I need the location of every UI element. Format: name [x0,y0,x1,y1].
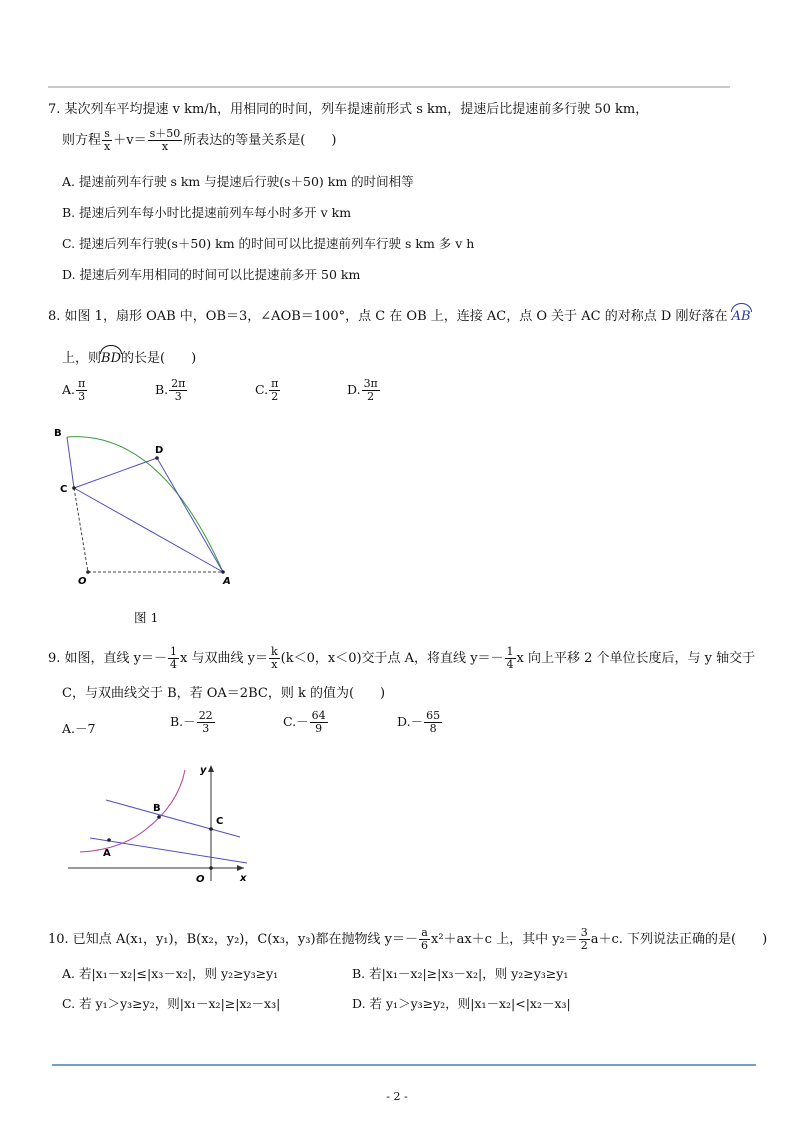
label-c: C [60,484,68,495]
q9-f2-den: x [271,658,278,671]
q8-figure [40,420,260,595]
q10-option-b: B. 若|x₁－x₂|≥|x₃－x₂|，则 y₂≥y₃≥y₁ [352,966,569,981]
top-rule [48,86,730,88]
q9-c-num: 64 [311,709,326,722]
q8-option-a-letter: A. [62,382,76,397]
q9-option-c-frac [310,710,328,735]
q8-line2-prefix: 上，则 [62,351,102,366]
q10-frac2 [579,927,590,952]
label-a: A [223,576,231,587]
q7-rhs-den: x [161,140,169,153]
label-x: x [240,873,247,884]
q9-option-b-letter: B. [170,714,184,729]
q10-option-c: C. 若 y₁＞y₃≥y₂，则|x₁－x₂|≥|x₂－x₃| [62,996,281,1011]
q9-option-a [62,719,95,737]
q10-f2-num: 3 [580,926,588,939]
q9-option-d [397,710,443,735]
q9-figure [60,755,260,885]
q9-f3-den: 4 [506,658,514,671]
label-c: C [216,816,224,827]
point-c [72,486,76,490]
q10-line1 [48,927,767,952]
q8-c-den: 2 [271,390,279,403]
q9-option-d-letter: D. [397,714,411,729]
label-d: D [155,445,164,456]
q7-option-c: C. 提速后列车行驶(s＋50) km 的时间可以比提速前列车行驶 s km 多 v h [62,236,475,251]
q9-option-d-sign: － [410,714,424,729]
q8-a-den: 3 [78,390,86,403]
q8-line1 [48,305,751,324]
q7-frac-num: s [102,128,112,141]
q8-option-d-frac [362,378,380,403]
q9-f1-num: 1 [170,645,178,658]
q9-option-a-letter: A. [62,721,76,736]
q10-option-a: A. 若|x₁－x₂|≤|x₃－x₂|，则 y₂≥y₃≥y₁ [62,966,279,981]
q7-rhs-num: s＋50 [149,127,181,140]
q9-d-den: 8 [429,722,437,735]
q8-figure-caption: 图 1 [134,610,159,625]
q9-option-c [283,710,329,735]
q9-line1-c: (k＜0，x＜0)交于点 A，将直线 y＝－ [280,651,504,666]
q8-option-c [255,378,281,403]
q7-fraction-s-x [102,128,112,153]
x-axis-arrow-icon [237,865,244,871]
q9-option-b-frac [197,710,215,735]
q8-option-d-letter: D. [347,382,361,397]
hyperbola-curve [80,770,185,852]
q8-option-b [155,378,188,403]
q9-line1-b: x 与双曲线 y＝ [180,651,268,666]
point-o [86,570,90,574]
q8-option-d [347,378,381,403]
q8-option-b-frac [169,378,187,403]
q7-line2-suffix: 所表达的等量关系是( ) [183,133,337,148]
q7-option-d: D. 提速后列车用相同的时间可以比提速前多开 50 km [62,267,361,282]
page-number: - 2 - [386,1090,408,1103]
q10-frac1 [419,927,430,952]
q8-option-a [62,378,88,403]
q9-f2-num: k [270,645,278,658]
q8-arc-bd: BD [101,351,121,366]
segment-co [74,488,88,572]
q10-line1-c: a＋c. 下列说法正确的是( ) [590,932,768,947]
q9-f1-den: 4 [170,658,178,671]
q8-option-a-frac [76,378,87,403]
q10-option-d: D. 若 y₁＞y₃≥y₂，则|x₁－x₂|<|x₂－x₃| [352,996,571,1011]
q9-frac1 [168,646,179,671]
q9-line1 [48,646,755,671]
label-a: A [103,848,111,859]
q9-option-d-frac [424,710,442,735]
q9-f3-num: 1 [506,645,514,658]
q9-option-c-sign: － [296,714,309,729]
q7-frac-den: x [104,140,111,153]
point-a [221,570,225,574]
q10-f1-num: a [419,927,430,940]
q8-line2 [62,347,196,366]
q7-line2-mid: ＋v＝ [113,133,147,148]
q9-line2: C，与双曲线交于 B，若 OA＝2BC，则 k 的值为( ) [62,686,386,701]
q9-b-num: 22 [198,709,213,722]
q8-b-den: 3 [174,390,182,403]
sector-arc [67,437,223,572]
q8-d-num: 3π [363,377,378,390]
q8-b-num: 2π [171,377,186,390]
q8-line1-text: 8. 如图 1，扇形 OAB 中，OB＝3，∠AOB＝100°，点 C 在 OB 上，连接 AC，点 O 关于 AC 的对称点 D 刚好落在 [48,309,728,324]
line-through-a [90,838,247,863]
segment-ca [74,488,223,572]
q8-c-num: π [271,377,279,390]
point-a [107,838,111,842]
label-o: O [196,874,205,885]
q9-option-c-letter: C. [283,714,297,729]
q10-f2-den: 2 [580,939,588,952]
q9-b-den: 3 [202,722,210,735]
q7-option-b: B. 提速后列车每小时比提速前列车每小时多开 v km [62,205,352,220]
segment-bc [67,437,74,488]
q7-line2-prefix: 则方程 [62,133,102,148]
bottom-rule [52,1064,756,1066]
q8-option-c-frac [269,378,280,403]
y-axis-arrow-icon [208,765,214,772]
q7-line2 [62,128,336,153]
point-o [209,866,213,870]
label-y: y [200,765,207,776]
label-o: O [78,576,87,587]
q7-line1: 7. 某次列车平均提速 v km/h，用相同的时间，列车提速前形式 s km，提速后比提速前多行驶 50 km， [48,102,649,117]
q9-option-a-value: －7 [75,721,96,736]
q10-line1-a: 10. 已知点 A(x₁，y₁)，B(x₂，y₂)，C(x₃，y₃)都在抛物线 y＝－ [48,932,419,947]
q7-option-a: A. 提速前列车行驶 s km 与提速后行驶(s＋50) km 的时间相等 [62,174,414,189]
q8-a-num: π [78,377,86,390]
point-c [209,827,213,831]
segment-cd [74,458,157,488]
q9-frac3 [505,646,516,671]
q9-option-b [170,710,216,735]
point-b [157,815,161,819]
point-d [155,456,159,460]
q9-option-b-sign: － [183,714,196,729]
q10-line1-b: x²＋ax＋c 上，其中 y₂＝ [431,932,578,947]
q8-line2-suffix: 的长是( ) [121,351,197,366]
q9-line1-a: 9. 如图，直线 y＝－ [48,651,168,666]
q7-fraction-rhs [148,128,183,153]
label-b: B [153,803,161,814]
q10-f1-den: 6 [421,939,429,952]
q9-c-den: 9 [315,722,323,735]
segment-da [157,458,223,572]
q8-arc-ab: AB [731,309,751,324]
label-b: B [54,428,62,439]
q8-option-c-letter: C. [255,382,269,397]
q9-line1-d: x 向上平移 2 个单位长度后，与 y 轴交于 [516,651,756,666]
q9-frac2 [269,646,280,671]
q8-option-b-letter: B. [155,382,169,397]
q8-d-den: 2 [367,390,375,403]
q9-d-num: 65 [426,709,441,722]
